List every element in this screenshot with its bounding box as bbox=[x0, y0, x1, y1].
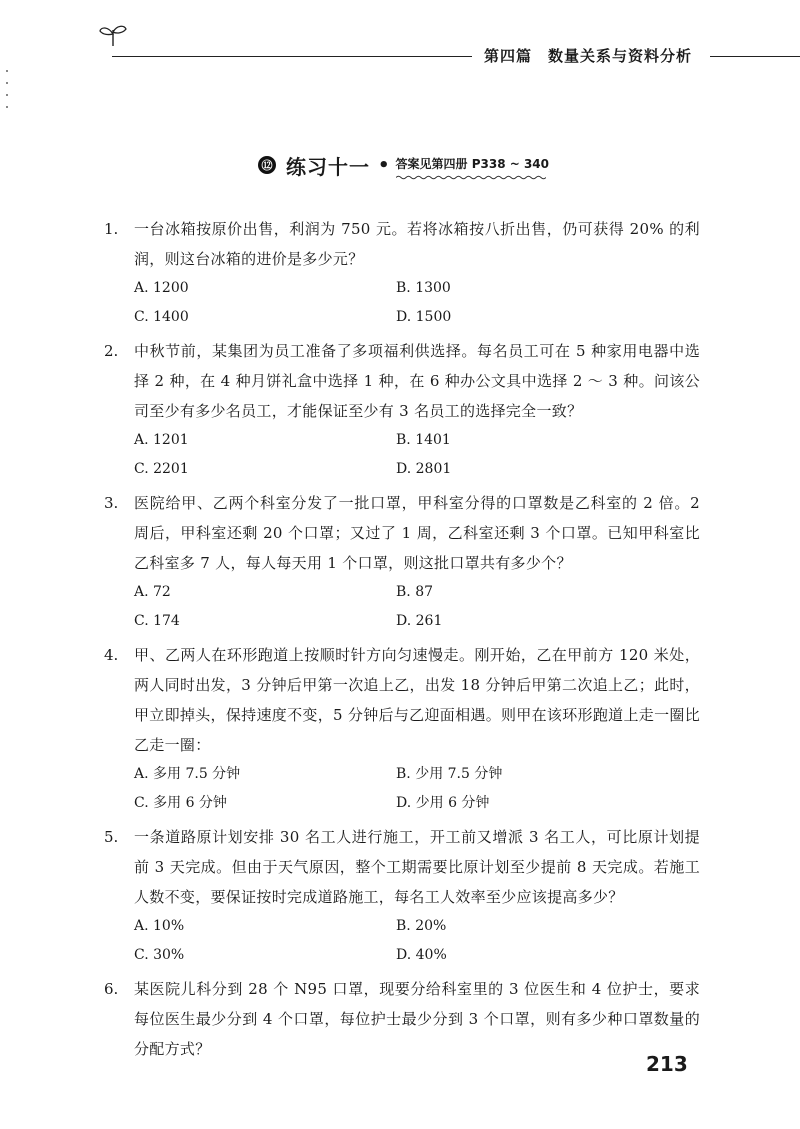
answer-reference: 答案见第四册 P338 ~ 340 bbox=[396, 155, 549, 175]
header-rule-left bbox=[112, 56, 472, 57]
option-a: A. 10% bbox=[134, 918, 185, 934]
question-number: 4. bbox=[104, 646, 119, 664]
question-2 bbox=[100, 336, 700, 483]
option-c: C. 1400 bbox=[134, 308, 189, 325]
question-number: 5. bbox=[104, 828, 119, 846]
page-number: 213 bbox=[646, 1052, 688, 1076]
option-b: B. 1401 bbox=[396, 432, 451, 448]
wavy-underline bbox=[396, 175, 546, 180]
option-c: C. 2201 bbox=[134, 460, 189, 477]
option-b: B. 87 bbox=[396, 584, 434, 600]
option-d: D. 2801 bbox=[396, 460, 452, 477]
question-text: 中秋节前，某集团为员工准备了多项福利供选择。每名员工可在 5 种家用电器中选择 2 种，在 4 种月饼礼盒中选择 1 种，在 6 种办公文具中选择 2 ～ 3 种。问该公司至少有多少名员工，才能保证至少有 3 名员工的选择完全一致？ bbox=[134, 342, 700, 420]
option-d: D. 1500 bbox=[396, 308, 452, 325]
question-text: 一台冰箱按原价出售，利润为 750 元。若将冰箱按八折出售，仍可获得 20% 的利润，则这台冰箱的进价是多少元？ bbox=[134, 220, 700, 268]
question-text: 甲、乙两人在环形跑道上按顺时针方向匀速慢走。刚开始，乙在甲前方 120 米处，两人同时出发，3 分钟后甲第一次追上乙，出发 18 分钟后甲第二次追上乙；此时，甲立即掉头，保持速度不变，5 分钟后与乙迎面相遇。则甲在该环形跑道上走一圈比乙走一圈： bbox=[134, 646, 700, 754]
exercise-title: 练习十一 bbox=[286, 154, 370, 179]
option-a: A. 72 bbox=[134, 584, 171, 600]
sprout-icon bbox=[98, 22, 128, 48]
question-text: 某医院儿科分到 28 个 N95 口罩，现要分给科室里的 3 位医生和 4 位护士，要求每位医生最少分到 4 个口罩，每位护士最少分到 3 个口罩，则有多少种口罩数量的分配方式？ bbox=[134, 980, 700, 1058]
option-b: B. 20% bbox=[396, 918, 447, 934]
option-c: C. 30% bbox=[134, 946, 185, 963]
exercise-title-row bbox=[258, 148, 549, 182]
question-4 bbox=[100, 640, 700, 817]
option-c: C. 多用 6 分钟 bbox=[134, 794, 227, 811]
question-number: 2. bbox=[104, 342, 119, 360]
running-header bbox=[484, 45, 692, 66]
option-grid bbox=[134, 426, 700, 483]
option-grid bbox=[134, 274, 700, 331]
option-a: A. 1201 bbox=[134, 432, 189, 448]
option-d: D. 40% bbox=[396, 946, 447, 963]
question-number: 3. bbox=[104, 494, 119, 512]
question-number: 6. bbox=[104, 980, 119, 998]
question-text: 一条道路原计划安排 30 名工人进行施工，开工前又增派 3 名工人，可比原计划提前 3 天完成。但由于天气原因，整个工期需要比原计划至少提前 8 天完成。若施工人数不变，要保证按时完成道路施工，每名工人效率至少应该提高多少？ bbox=[134, 828, 700, 906]
question-5 bbox=[100, 822, 700, 969]
margin-dots bbox=[2, 60, 20, 118]
question-1 bbox=[100, 214, 700, 331]
header-title: 数量关系与资料分析 bbox=[548, 47, 693, 65]
title-separator: • bbox=[378, 154, 390, 176]
question-list bbox=[100, 214, 700, 1069]
option-grid bbox=[134, 578, 700, 635]
option-a: A. 1200 bbox=[134, 280, 189, 296]
question-text: 医院给甲、乙两个科室分发了一批口罩，甲科室分得的口罩数是乙科室的 2 倍。2 周后，甲科室还剩 20 个口罩；又过了 1 周，乙科室还剩 3 个口罩。已知甲科室比乙科室多 7 人，每人每天用 1 个口罩，则这批口罩共有多少个？ bbox=[134, 494, 700, 572]
option-grid bbox=[134, 760, 700, 817]
question-3 bbox=[100, 488, 700, 635]
option-d: D. 261 bbox=[396, 612, 443, 629]
header-rule-right bbox=[710, 56, 800, 57]
header-section: 第四篇 bbox=[484, 47, 533, 65]
question-number: 1. bbox=[104, 220, 119, 238]
question-6 bbox=[100, 974, 700, 1064]
option-d: D. 少用 6 分钟 bbox=[396, 794, 490, 811]
exercise-badge-icon: ⑫ bbox=[258, 156, 276, 174]
option-b: B. 1300 bbox=[396, 280, 451, 296]
option-grid bbox=[134, 912, 700, 969]
option-c: C. 174 bbox=[134, 612, 180, 629]
option-b: B. 少用 7.5 分钟 bbox=[396, 766, 503, 782]
option-a: A. 多用 7.5 分钟 bbox=[134, 766, 241, 782]
